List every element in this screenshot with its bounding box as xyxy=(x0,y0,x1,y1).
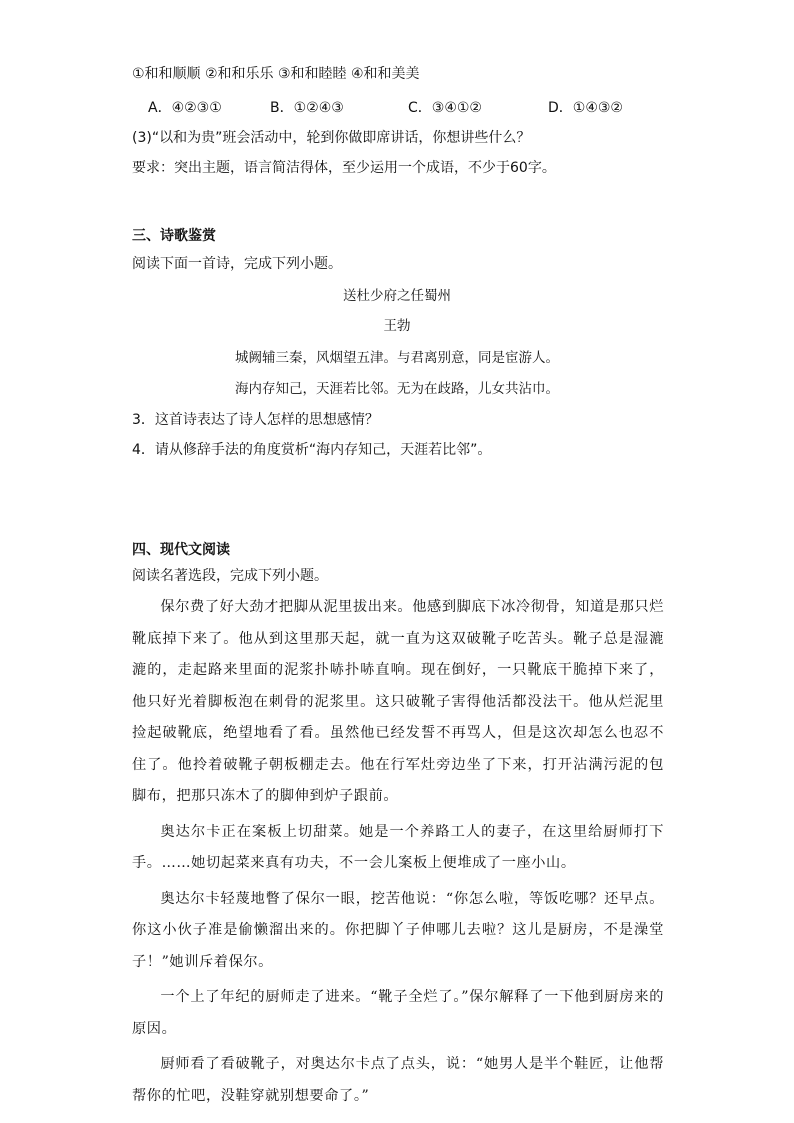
section-3-intro: 阅读下面一首诗，完成下列小题。 xyxy=(132,256,342,272)
poem-line: 海内存知己，天涯若比邻。无为在歧路，儿女共沾巾。 xyxy=(235,381,559,397)
choice-c: C．③④①② xyxy=(408,100,482,116)
question-3-prompt: (3)“以和为贵”班会活动中，轮到你做即席讲话，你想讲些什么？ xyxy=(132,130,531,146)
section-4-title: 四、现代文阅读 xyxy=(132,542,230,558)
choice-b: B．①②④③ xyxy=(270,100,344,116)
passage-paragraph: 保尔费了好大劲才把脚从泥里拔出来。他感到脚底下冰冷彻骨，知道是那只烂靴底掉下来了。他从到这里那天起，就一直为这双破靴子吃苦头。靴子总是湿漉漉的，走起路来里面的泥浆扑哧扑哧直响。现在倒好，一只靴底干脆掉下来了，他只好光着脚板泡在刺骨的泥浆里。这只破靴子害得他活都没法干。他从烂泥里捡起破靴底，绝望地看了看。虽然他已经发誓不再骂人，但是这次却怎么也忍不住了。他拎着破靴子朝板棚走去。他在行军灶旁边坐了下来，打开沾满污泥的包脚布，把那只冻木了的脚伸到炉子跟前。 xyxy=(132,599,664,804)
poem-line: 城阙辅三秦，风烟望五津。与君离别意，同是宦游人。 xyxy=(235,350,559,366)
passage-paragraph: 厨师看了看破靴子，对奥达尔卡点了点头，说：“她男人是半个鞋匠，让他帮帮你的忙吧，没鞋穿就别想要命了。” xyxy=(132,1056,664,1104)
poem-question-4: 4．请从修辞手法的角度赏析“海内存知己，天涯若比邻”。 xyxy=(132,442,492,458)
question-3-requirement: 要求：突出主题，语言简洁得体，至少运用一个成语，不少于60字。 xyxy=(132,160,556,176)
choice-d: D．①④③② xyxy=(548,100,623,116)
poem-title: 送杜少府之任蜀州 xyxy=(343,288,451,304)
poem-question-3: 3．这首诗表达了诗人怎样的思想感情？ xyxy=(132,412,379,428)
section-4-intro: 阅读名著选段，完成下列小题。 xyxy=(132,568,328,584)
question-options-list: ①和和顺顺 ②和和乐乐 ③和和睦睦 ④和和美美 xyxy=(132,66,420,82)
passage-paragraph: 奥达尔卡正在案板上切甜菜。她是一个养路工人的妻子，在这里给厨师打下手。……她切起菜来真有功夫，不一会儿案板上便堆成了一座小山。 xyxy=(132,823,664,871)
passage-paragraph: 一个上了年纪的厨师走了进来。“靴子全烂了。”保尔解释了一下他到厨房来的原因。 xyxy=(132,989,664,1037)
choice-a: A．④②③① xyxy=(148,100,222,116)
section-3-title: 三、诗歌鉴赏 xyxy=(132,228,216,244)
poem-author: 王勃 xyxy=(383,318,411,334)
reading-passage xyxy=(132,592,664,1116)
passage-paragraph: 奥达尔卡轻蔑地瞥了保尔一眼，挖苦他说：“你怎么啦，等饭吃哪？还早点。你这小伙子准是偷懒溜出来的。你把脚丫子伸哪儿去啦？这儿是厨房，不是澡堂子！”她训斥着保尔。 xyxy=(132,890,664,970)
